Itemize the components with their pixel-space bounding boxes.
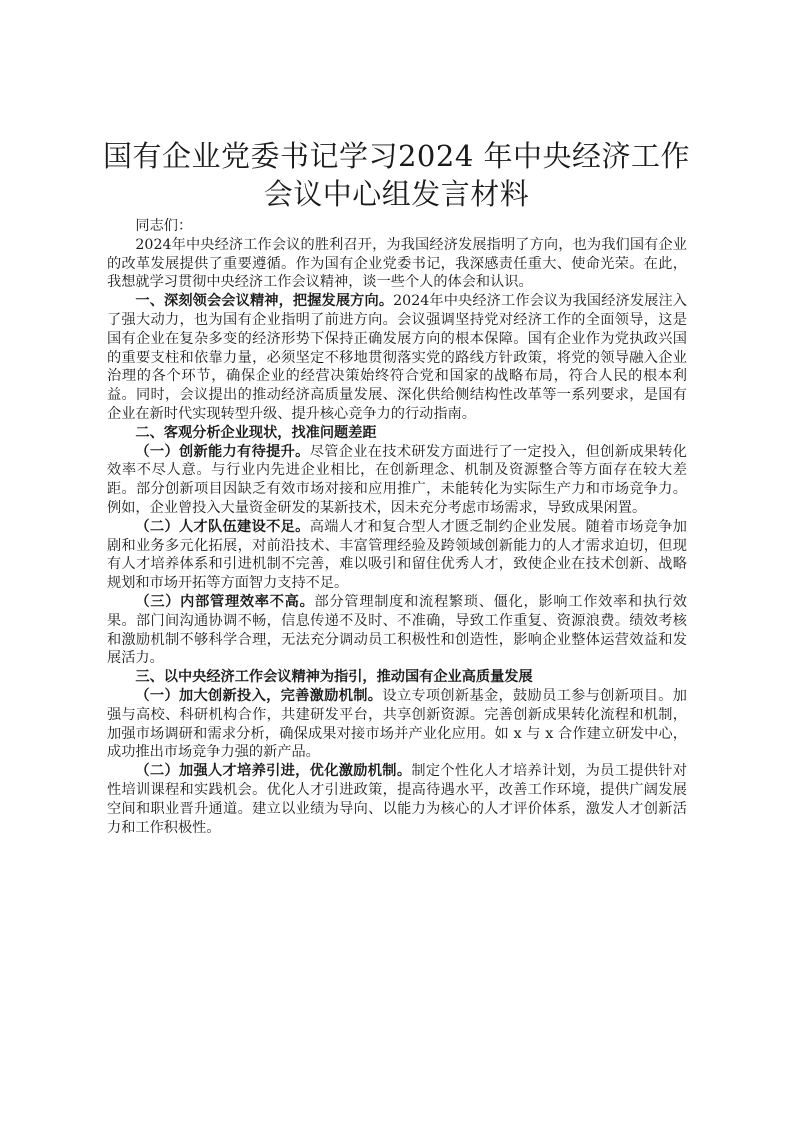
section-2-item-3-lead: （三）内部管理效率不高。 [135,593,315,610]
section-1-paragraph [107,292,687,424]
section-2-item-2 [107,518,687,593]
section-2-item-1 [107,443,687,518]
section-3-item-1-lead: （一）加大创新投入，完善激励机制。 [135,687,383,704]
title-line-1: 国有企业党委书记学习2024 年中央经济工作 [102,139,691,173]
section-2-item-1-text: 尽管企业在技术研发方面进行了一定投入，但创新成果转化效率不尽人意。与行业内先进企业相比，在创新理念、机制及资源整合等方面存在较大差距。部分创新项目因缺乏有效市场对接和应用推广，未能转化为实际生产力和市场竞争力。例如，企业曾投入大量资金研发的某新技术，因未充分考虑市场需求，导致成果闲置。 [107,443,687,516]
section-2-item-2-lead: （二）人才队伍建设不足。 [135,518,310,535]
section-2-item-3-text: 部分管理制度和流程繁琐、僵化，影响工作效率和执行效果。部门间沟通协调不畅，信息传递不及时、不准确，导致工作重复、资源浪费。绩效考核和激励机制不够科学合理，无法充分调动员工积极性和创造性，影响企业整体运营效益和发展活力。 [107,593,687,667]
section-3-item-2-text: 制定个性化人才培养计划，为员工提供针对性培训课程和实践机会。优化人才引进政策，提高待遇水平，改善工作环境，提供广阔发展空间和职业晋升通道。建立以业绩为导向、以能力为核心的人才评价体系，激发人才创新活力和工作积极性。 [107,763,687,836]
section-1-heading: 一、深刻领会会议精神，把握发展方向。 [135,293,394,310]
intro-paragraph: 2024年中央经济工作会议的胜利召开，为我国经济发展指明了方向，也为我们国有企业的改革发展提供了重要遵循。作为国有企业党委书记，我深感责任重大、使命光荣。在此，我想就学习贯彻中央经济工作会议精神，谈一些个人的体会和认识。 [107,236,687,291]
section-3-item-1-text: 设立专项创新基金，鼓励员工参与创新项目。加强与高校、科研机构合作，共建研发平台，共享创新资源。完善创新成果转化流程和机制，加强市场调研和需求分析，确保成果对接市场并产业化应用。如 x 与 x 合作建立研发中心，成功推出市场竞争力强的新产品。 [107,687,687,761]
title-line-2: 会议中心组发言材料 [263,177,530,211]
section-3-item-1 [107,687,687,762]
salutation: 同志们： [135,218,193,234]
section-3-item-2 [107,762,687,837]
section-2-item-1-lead: （一）创新能力有待提升。 [135,443,310,460]
document-title [0,137,793,213]
section-2-heading: 二、客观分析企业现状，找准问题差距 [135,424,377,441]
section-3-heading: 三、以中央经济工作会议精神为指引，推动国有企业高质量发展 [135,669,533,686]
section-2-item-2-text: 高端人才和复合型人才匮乏制约企业发展。随着市场竞争加剧和业务多元化拓展，对前沿技术、丰富管理经验及跨领域创新能力的人才需求迫切，但现有人才培养体系和引进机制不完善，难以吸引和留住优秀人才，致使企业在技术创新、战略规划和市场开拓等方面智力支持不足。 [107,518,687,592]
section-1-text: 2024年中央经济工作会议为我国经济发展注入了强大动力，也为国有企业指明了前进方向。会议强调坚持党对经济工作的全面领导，这是国有企业在复杂多变的经济形势下保持正确发展方向的根本保障。国有企业作为党执政兴国的重要支柱和依靠力量，必须坚定不移地贯彻落实党的路线方针政策，将党的领导融入企业治理的各个环节，确保企业的经营决策始终符合党和国家的战略布局，符合人民的根本利益。同时，会议提出的推动经济高质量发展、深化供给侧结构性改革等一系列要求，是国有企业在新时代实现转型升级、提升核心竞争力的行动指南。 [107,293,687,422]
section-3-item-2-lead: （二）加强人才培养引进，优化激励机制。 [135,763,412,780]
section-2-item-3 [107,593,687,668]
document-body [107,217,687,837]
